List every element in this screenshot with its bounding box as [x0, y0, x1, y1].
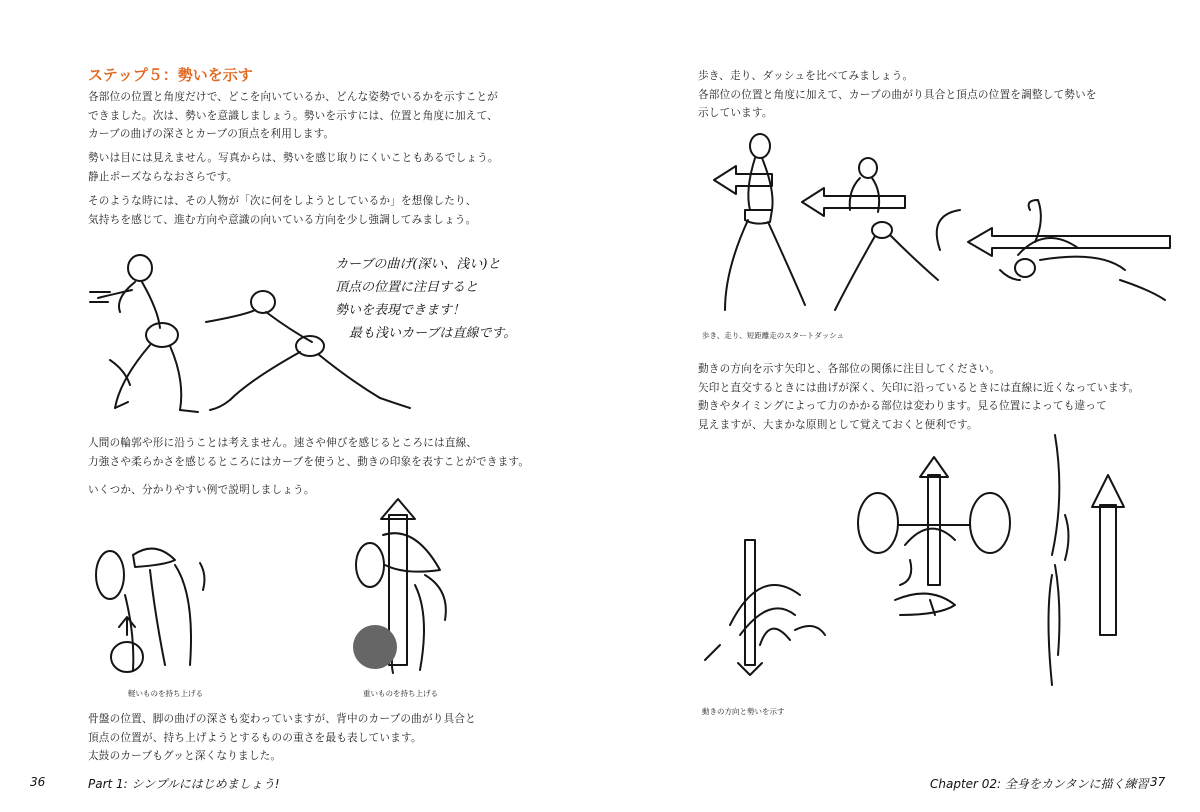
text-line: できました。次は、勢いを意識しましょう。勢いを示すには、位置と角度に加えて、	[88, 109, 498, 122]
intro-paragraph	[88, 88, 498, 144]
text-line: 勢いは目には見えません。写真からは、勢いを感じ取りにくいこともあるでしょう。	[88, 152, 499, 164]
light-lift-sketch	[95, 535, 215, 680]
examples-paragraph: いくつか、分かりやすい例で説明しましょう。	[88, 484, 315, 496]
page-number-left: 36	[30, 775, 46, 789]
note-line: 最も浅いカーブは直線です。	[349, 326, 517, 341]
direction-caption: 動きの方向と勢いを示す	[702, 707, 785, 716]
text-line: 動きやタイミングによって力のかかる部位は変わります。見る位置によっても違って	[698, 400, 1107, 412]
note-line: カーブの曲げ(深い、浅い)と	[335, 257, 501, 272]
text-line: 力強さや柔らかさを感じるところにはカーブを使うと、動きの印象を表すことができます。	[88, 455, 530, 468]
text-line: 各部位の位置と角度だけで、どこを向いているか、どんな姿勢でいるかを示すことが	[88, 91, 498, 103]
direction-paragraph	[698, 360, 1139, 434]
compare-paragraph	[698, 67, 1097, 123]
run-caption: 歩き、走り、短距離走のスタートダッシュ	[702, 331, 845, 340]
page-number-right: 37	[1150, 775, 1166, 789]
text-line: 静止ポーズならなおさらです。	[88, 170, 238, 183]
heavy-lift-caption: 重いものを持ち上げる	[363, 689, 438, 698]
handwritten-note	[335, 253, 516, 345]
text-line: 歩き、走り、ダッシュを比べてみましょう。	[698, 70, 914, 82]
footer-chapter-title: Chapter 02: 全身をカンタンに描く練習	[930, 777, 1149, 791]
walk-run-dash-sketch	[700, 130, 1180, 325]
text-line: 気持ちを感じて、進む方向や意識の向いている方向を少し強調してみましょう。	[88, 213, 477, 226]
text-line: 各部位の位置と角度に加えて、カーブの曲がり具合と頂点の位置を調整して勢いを	[698, 88, 1097, 101]
text-line: 動きの方向を示す矢印と、各部位の関係に注目してください。	[698, 363, 1001, 375]
momentum-paragraph	[88, 149, 499, 186]
note-line: 勢いを表現できます！	[335, 303, 466, 318]
footer-part-title: Part 1: シンプルにはじめましょう!	[88, 777, 280, 791]
light-lift-caption: 軽いものを持ち上げる	[128, 689, 203, 698]
motion-direction-sketch	[700, 435, 1180, 700]
text-line: 人間の輪郭や形に沿うことは考えません。速さや伸びを感じるところには直線、	[88, 437, 478, 449]
text-line: 矢印と直交するときには曲げが深く、矢印に沿っているときには直線に近くなっています。	[698, 381, 1140, 394]
imagine-paragraph	[88, 192, 477, 229]
text-line: 示しています。	[698, 107, 773, 119]
contour-paragraph	[88, 434, 529, 471]
lift-explanation-paragraph	[88, 710, 476, 766]
note-line: 頂点の位置に注目すると	[335, 280, 479, 295]
heavy-lift-sketch	[345, 495, 465, 680]
section-heading: ステップ５：勢いを示す	[88, 66, 253, 84]
text-line: 太鼓のカーブもグッと深くなりました。	[88, 750, 282, 762]
text-line: そのような時には、その人物が「次に何をしようとしているか」を想像したり、	[88, 195, 477, 207]
text-line: カーブの曲げの深さとカーブの頂点を利用します。	[88, 128, 335, 140]
text-line: 見えますが、大まかな原則として覚えておくと便利です。	[698, 418, 978, 431]
text-line: 頂点の位置が、持ち上げようとするものの重さを最も表しています。	[88, 731, 422, 744]
text-line: 骨盤の位置、脚の曲げの深さも変わっていますが、背中のカーブの曲がり具合と	[88, 713, 476, 725]
